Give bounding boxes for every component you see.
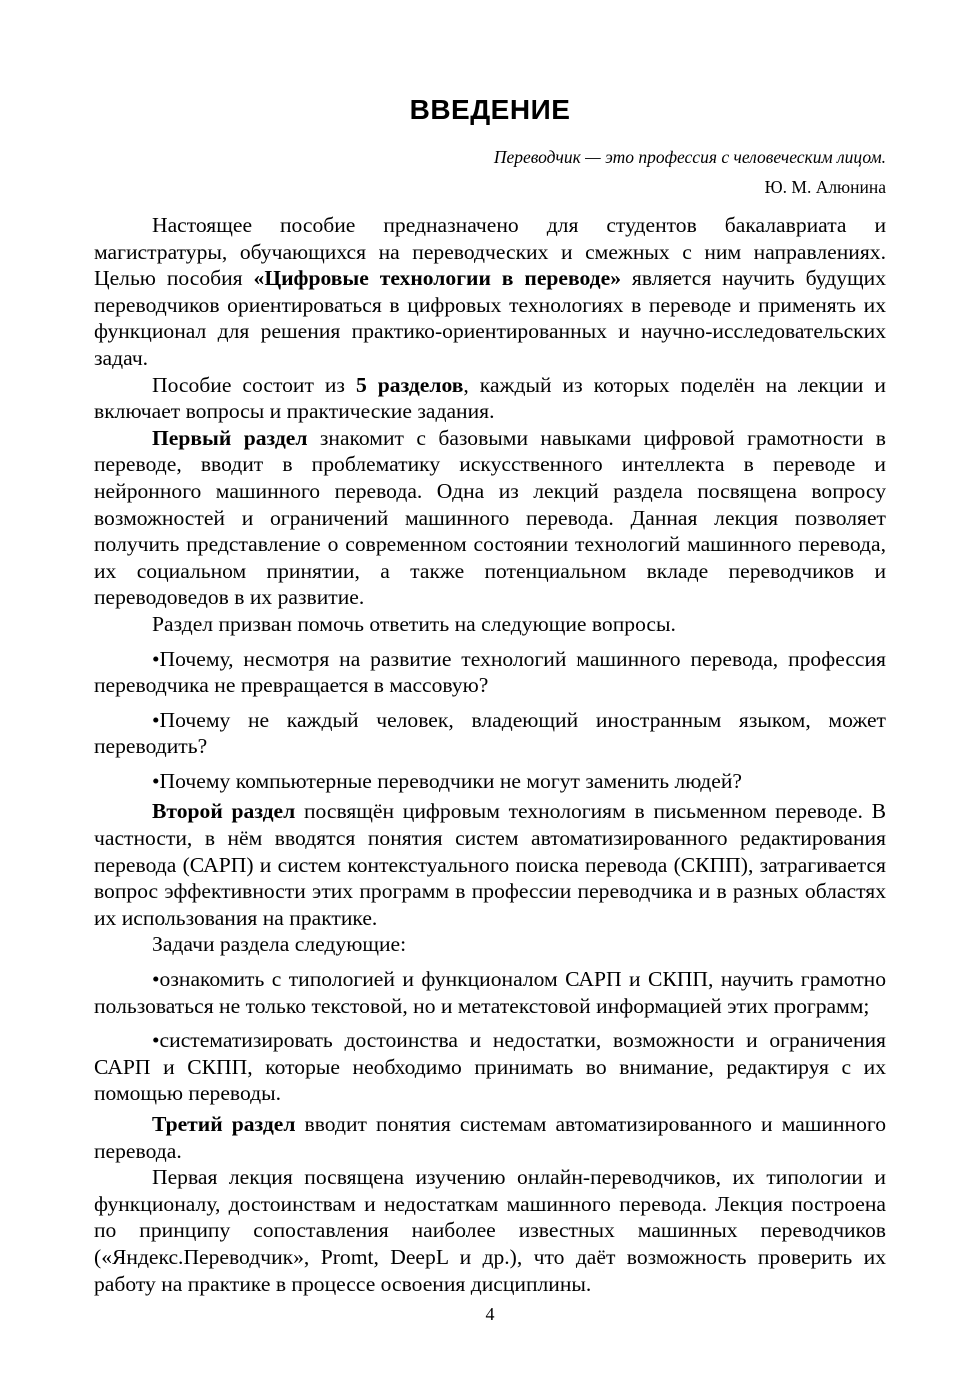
page — [94, 0, 886, 1297]
question-item: •Почему не каждый человек, владеющий иностранным языком, может переводить? — [94, 707, 886, 759]
paragraph-lecture-1: Первая лекция посвящена изучению онлайн-переводчиков, их типологии и функционалу, достоинствам и недостаткам машинного перевода. Лекция построена по принципу сопоставления наиболее известных машинных переводчиков («Яндекс.Переводчик», Promt, DeepL и др.), что даёт возможность проверить их работу на практике в процессе освоения дисциплины. — [94, 1165, 886, 1296]
paragraph-section-3: Третий раздел вводит понятия системам автоматизированного и машинного перевода. — [94, 1112, 887, 1163]
paragraph-tasks-intro: Задачи раздела следующие: — [152, 932, 407, 957]
epigraph-quote: Переводчик — это профессия с человеческим лицом. — [493, 147, 886, 167]
task-item: •систематизировать достоинства и недостатки, возможности и ограничения САРП и СКПП, которые необходимо принимать во внимание, редактируя с их помощью переводы. — [94, 1028, 886, 1106]
question-item: •Почему компьютерные переводчики не могут заменить людей? — [152, 768, 743, 793]
paragraph-section-2: Второй раздел посвящён цифровым технологиям в письменном переводе. В частности, в нём вводятся понятия систем автоматизированного редактирования перевода (САРП) и систем контекстуального поиска перевода (СКПП), затрагивается вопрос эффективности этих программ в профессии переводчика и в разных областях их использования на практике. — [94, 799, 886, 930]
epigraph-author: Ю. М. Алюнина — [764, 177, 886, 197]
section-3-label: Третий раздел — [152, 1112, 296, 1136]
section-2-label: Второй раздел — [152, 799, 296, 824]
page-number: 4 — [485, 1304, 495, 1324]
section-1-label: Первый раздел — [152, 425, 308, 450]
paragraph-intro: Настоящее пособие предназначено для студентов бакалавриата и магистратуры, обучающихся на переводческих и смежных с ним направлениях. Целью пособия «Цифровые технологии в переводе» является научить будущих переводчиков ориентироваться в цифровых технологиях в переводе и применять их функционал для решения практико-ориентированных и научно-исследовательских задач. — [94, 213, 886, 370]
question-item: •Почему, несмотря на развитие технологий машинного перевода, профессия переводчика не превращается в массовую? — [94, 646, 886, 698]
paragraph-section-1: Первый раздел знакомит с базовыми навыками цифровой грамотности в переводе, вводит в проблематику искусственного интеллекта в переводе и нейронного машинного перевода. Одна из лекций раздела посвящена вопросу возможностей и ограничений машинного перевода. Данная лекция позволяет получить представление о современном состоянии технологий машинного перевода, их социальном принятии, а также потенциальном вкладе переводчиков и переводоведов в их развитие. — [94, 425, 887, 610]
body-text — [94, 212, 886, 1297]
task-item: •ознакомить с типологией и функционалом САРП и СКПП, научить грамотно пользоваться не только текстовой, но и метатекстовой информацией этих программ; — [94, 967, 886, 1018]
paragraph-structure: Пособие состоит из 5 разделов, каждый из которых поделён на лекции и включает вопросы и практические задания. — [94, 372, 886, 424]
manual-title: «Цифровые технологии в переводе» — [253, 266, 621, 291]
paragraph-questions-intro: Раздел призван помочь ответить на следующие вопросы. — [152, 611, 676, 636]
page-title: ВВЕДЕНИЕ — [409, 94, 571, 125]
sections-count: 5 разделов — [355, 372, 464, 397]
